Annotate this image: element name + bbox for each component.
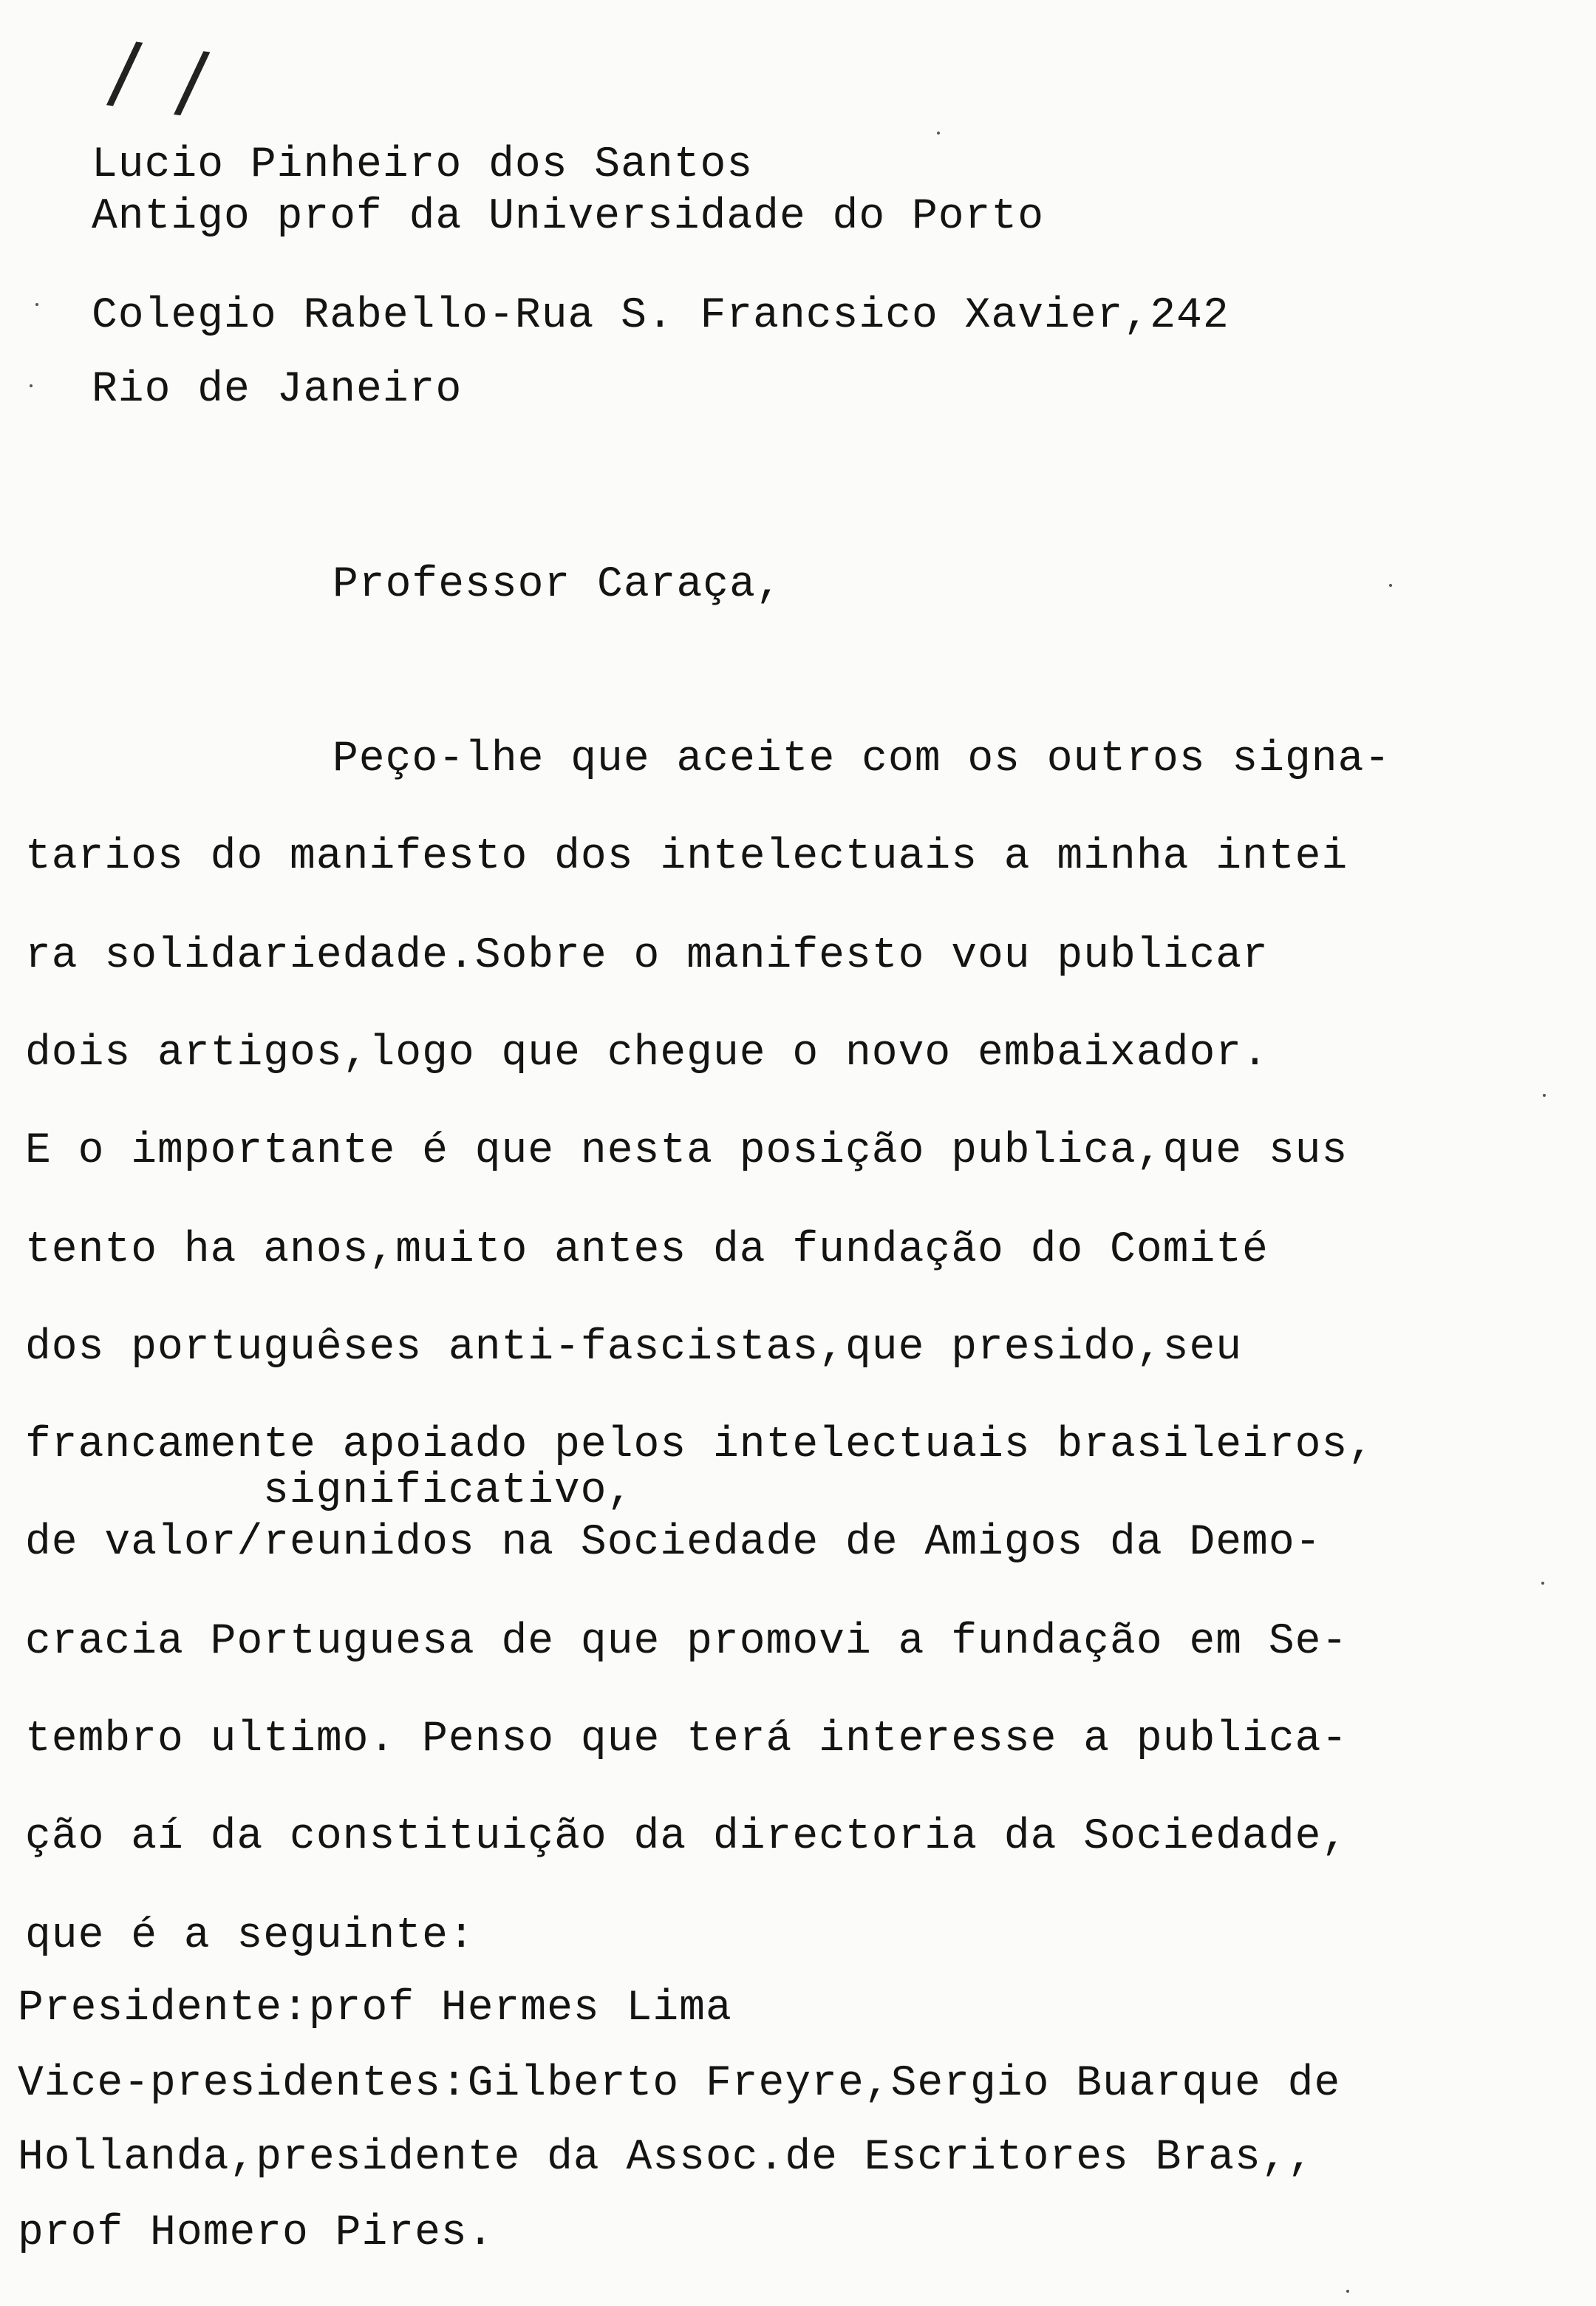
body-line: cracia Portuguesa de que promovi a fundação em Se- xyxy=(25,1618,1348,1666)
body-line: tento ha anos,muito antes da fundação do Comité xyxy=(25,1226,1269,1274)
directory-line: Hollanda,presidente da Assoc.de Escritores Bras,, xyxy=(18,2134,1314,2182)
paper-speck xyxy=(1543,1094,1546,1097)
body-line: francamente apoiado pelos intelectuais brasileiros, xyxy=(25,1421,1375,1469)
body-line: tembro ultimo. Penso que terá interesse a publica- xyxy=(25,1715,1348,1763)
body-line: dois artigos,logo que chegue o novo embaixador. xyxy=(25,1030,1269,1078)
paper-speck xyxy=(1541,1582,1544,1585)
paper-speck xyxy=(35,303,38,306)
sender-address: Colegio Rabello-Rua S. Francsico Xavier,242 xyxy=(92,292,1230,340)
sender-title: Antigo prof da Universidade do Porto xyxy=(92,193,1045,241)
paper-speck xyxy=(30,384,33,387)
body-line: de valor/reunidos na Sociedade de Amigos da Demo- xyxy=(25,1519,1322,1567)
sender-city: Rio de Janeiro xyxy=(92,366,463,414)
body-line: tarios do manifesto dos intelectuais a minha intei xyxy=(25,833,1348,881)
body-line: dos portuguêses anti-fascistas,que presido,seu xyxy=(25,1324,1243,1372)
interlinear-insertion: significativo, xyxy=(263,1467,634,1515)
sender-name: Lucio Pinheiro dos Santos xyxy=(92,141,754,189)
salutation: Professor Caraça, xyxy=(332,561,782,609)
paper-speck xyxy=(937,132,940,135)
paper-speck xyxy=(1389,584,1392,587)
handwritten-mark: / / xyxy=(104,22,220,132)
body-line: Peço-lhe que aceite com os outros signa- xyxy=(332,735,1391,783)
directory-line: Vice-presidentes:Gilberto Freyre,Sergio Buarque de xyxy=(18,2060,1341,2108)
body-line: ção aí da constituição da directoria da Sociedade, xyxy=(25,1813,1348,1861)
body-line: E o importante é que nesta posição publica,que sus xyxy=(25,1127,1348,1175)
paper-speck xyxy=(1346,2290,1349,2293)
directory-line: prof Homero Pires. xyxy=(18,2209,494,2257)
body-line: que é a seguinte: xyxy=(25,1912,475,1960)
directory-line: Presidente:prof Hermes Lima xyxy=(18,1984,732,2033)
body-line: ra solidariedade.Sobre o manifesto vou publicar xyxy=(25,932,1269,980)
